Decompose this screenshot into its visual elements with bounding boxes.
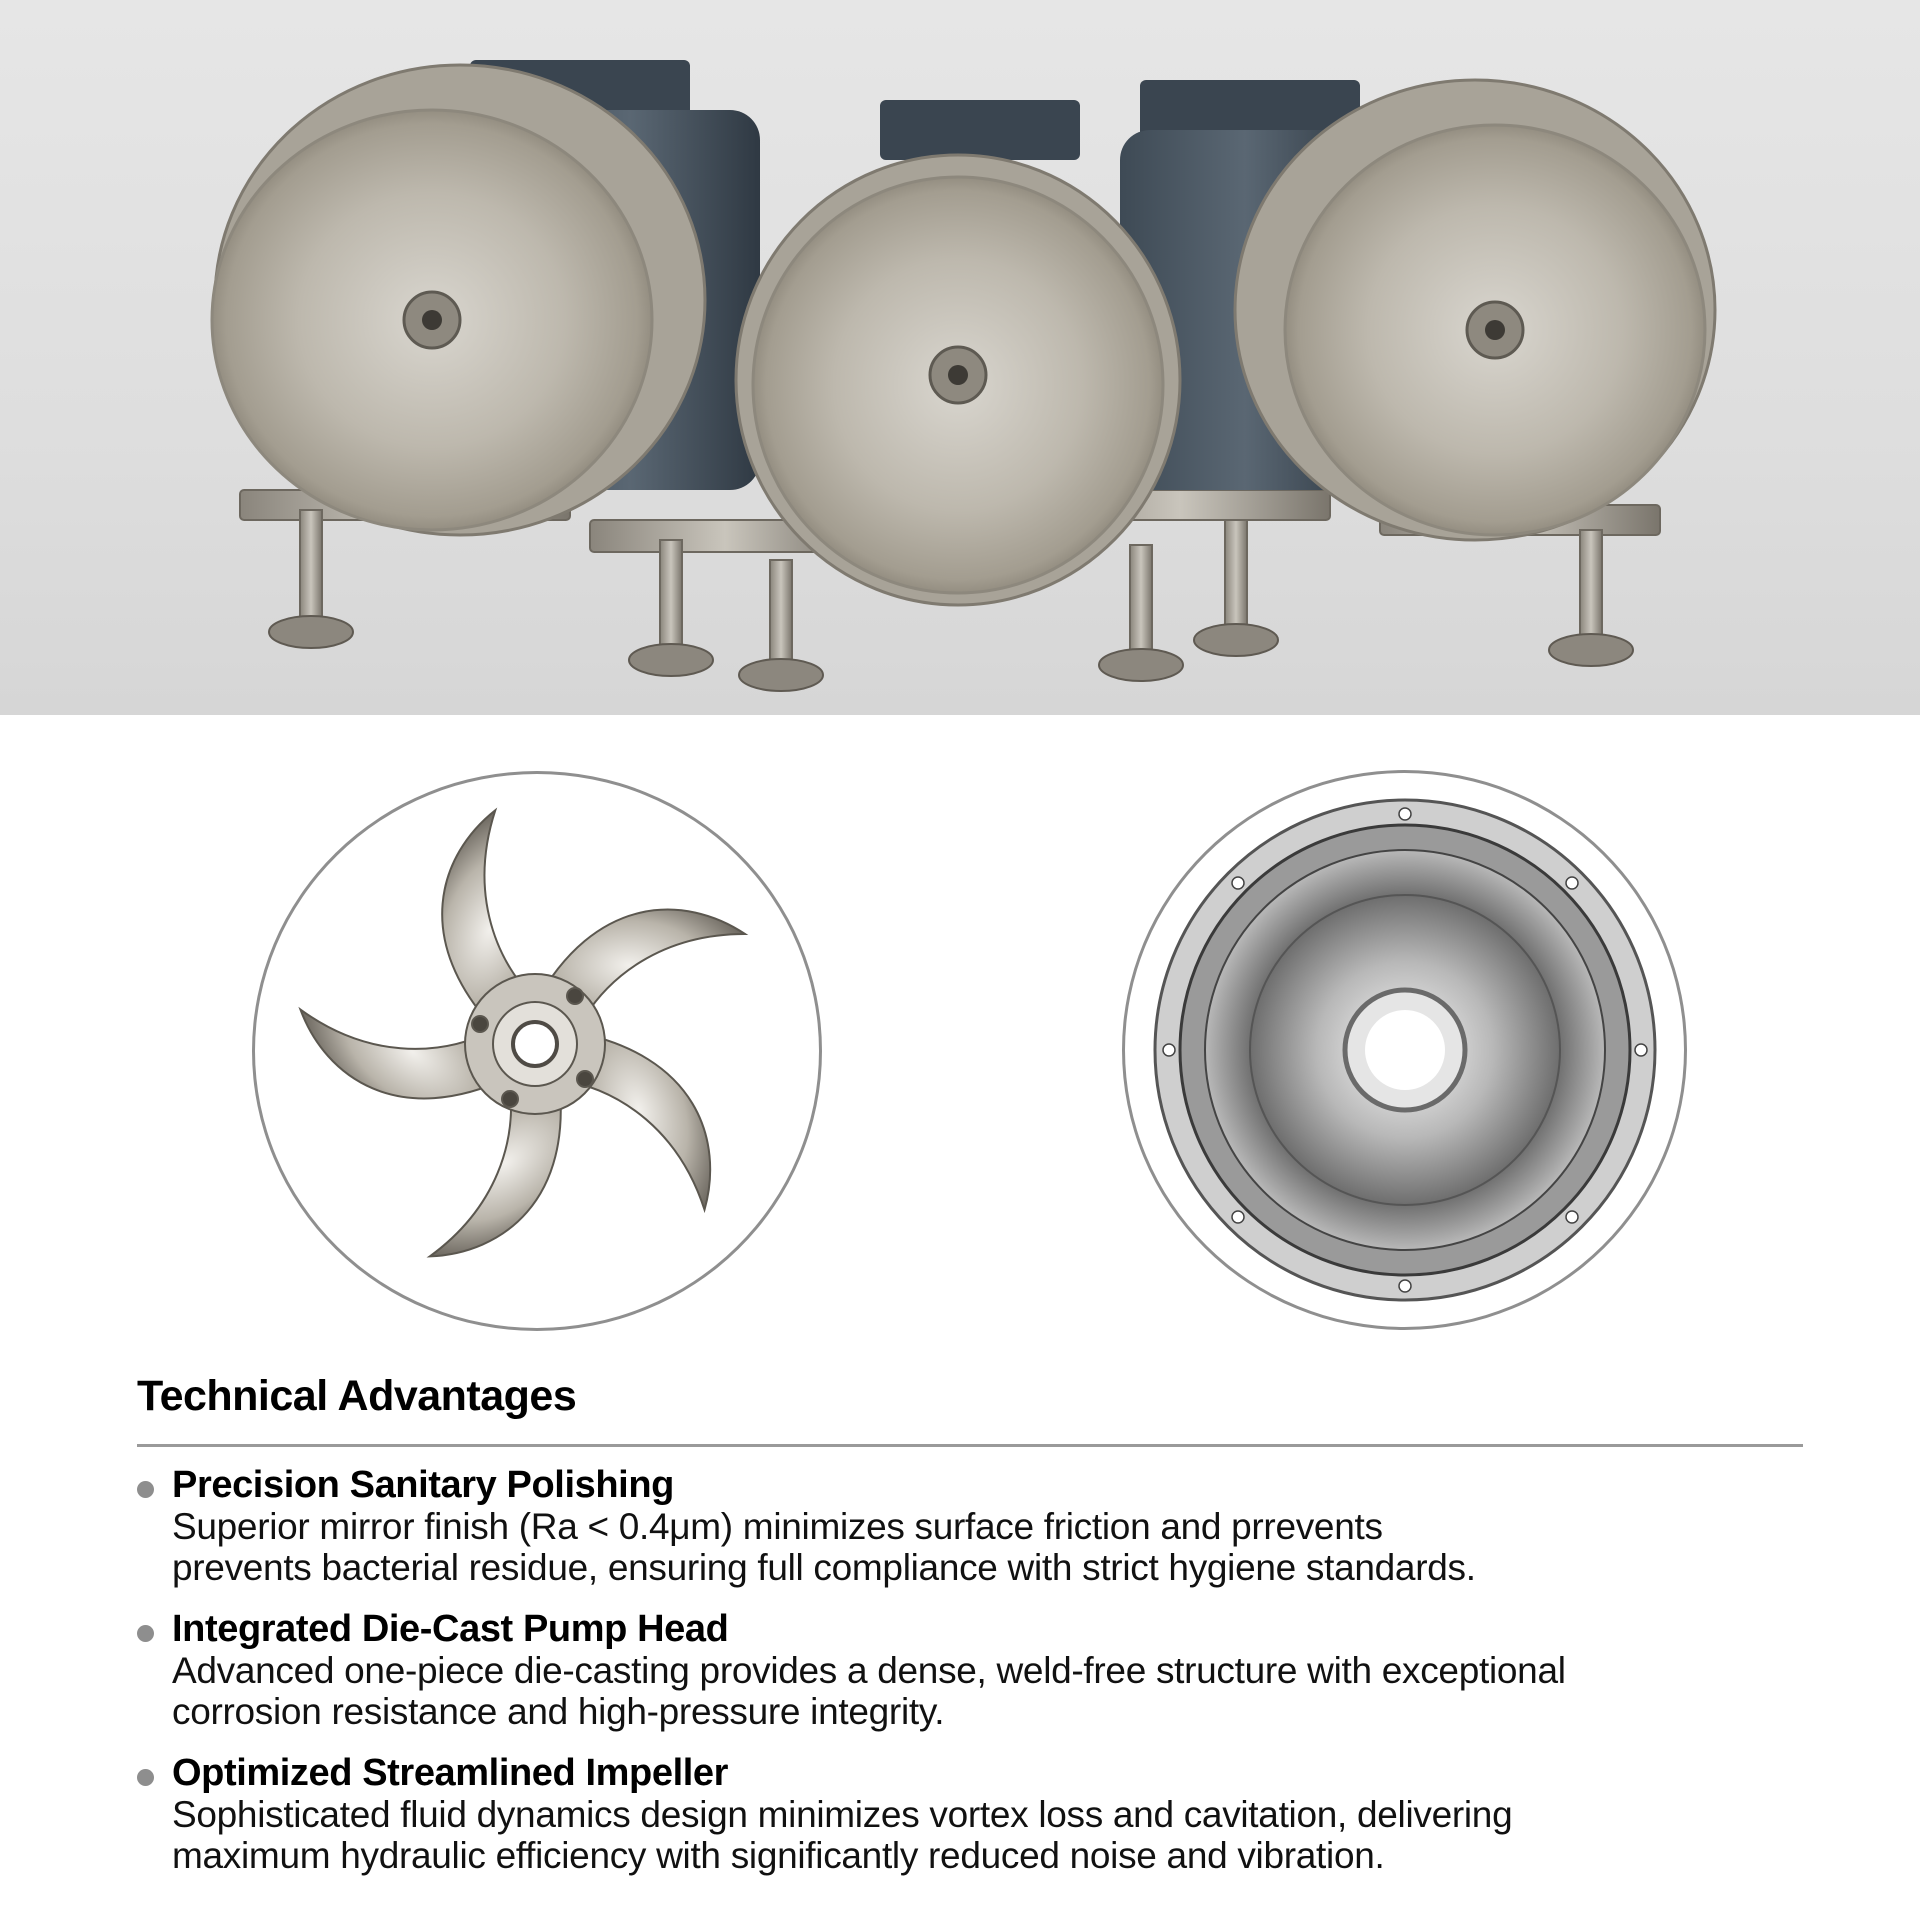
list-item <box>137 1464 1837 1588</box>
item-heading: Precision Sanitary Polishing <box>172 1464 674 1506</box>
section-divider <box>137 1444 1803 1447</box>
advantages-list <box>137 1464 1837 1896</box>
section-title: Technical Advantages <box>137 1372 577 1420</box>
item-description-line: Superior mirror finish (Ra < 0.4μm) minimizes surface friction and prrevents <box>172 1506 1383 1547</box>
bullet-icon <box>137 1481 154 1498</box>
casing-detail-image <box>1122 770 1687 1330</box>
item-heading: Optimized Streamlined Impeller <box>172 1752 729 1794</box>
item-description-line: prevents bacterial residue, ensuring full compliance with strict hygiene standards. <box>172 1547 1476 1588</box>
item-description-line: maximum hydraulic efficiency with significantly reduced noise and vibration. <box>172 1835 1385 1876</box>
item-heading: Integrated Die-Cast Pump Head <box>172 1608 729 1650</box>
impeller-detail-image <box>252 771 822 1331</box>
item-description-line: corrosion resistance and high-pressure integrity. <box>172 1691 945 1732</box>
item-description-line: Advanced one-piece die-casting provides a dense, weld-free structure with exceptional <box>172 1650 1566 1691</box>
bullet-icon <box>137 1625 154 1642</box>
list-item <box>137 1752 1837 1876</box>
hero-pumps-image <box>0 0 1920 715</box>
bullet-icon <box>137 1769 154 1786</box>
item-description-line: Sophisticated fluid dynamics design minimizes vortex loss and cavitation, delivering <box>172 1794 1513 1835</box>
list-item <box>137 1608 1837 1732</box>
